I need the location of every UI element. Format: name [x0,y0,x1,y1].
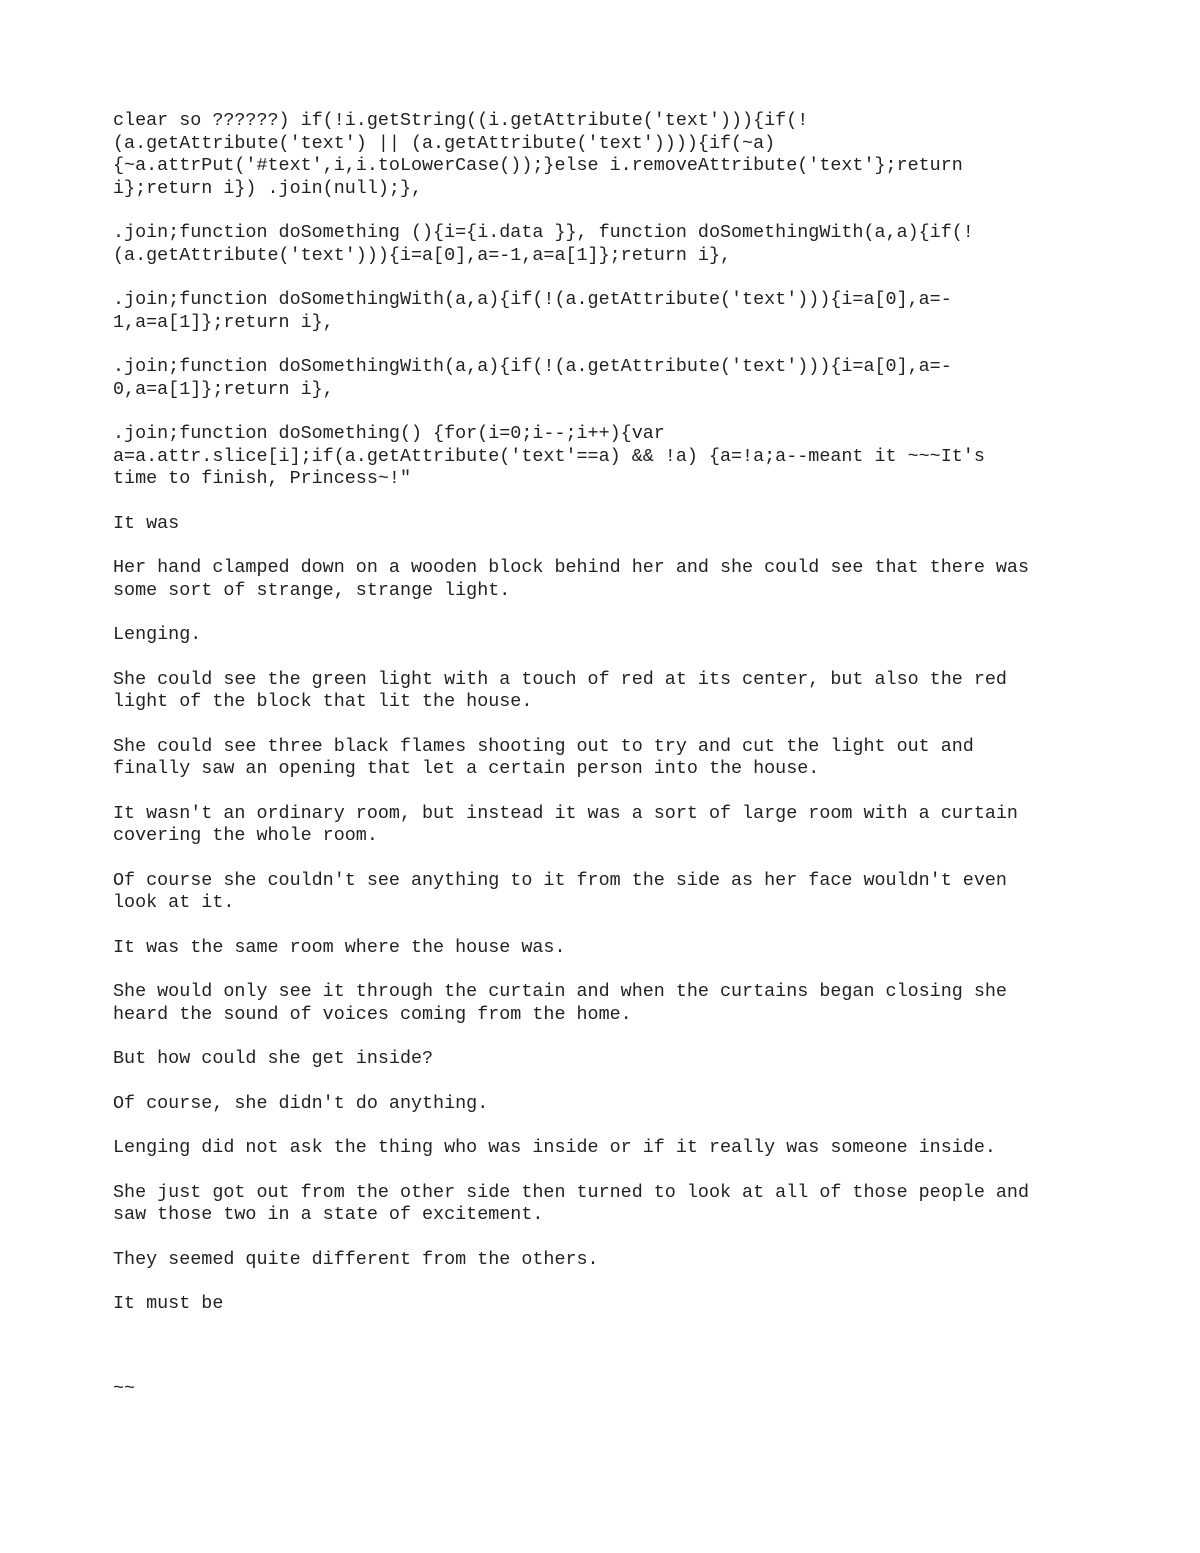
paragraph-code-3: .join;function doSomethingWith(a,a){if(!(a.getAttribute('text'))){i=a[0],a=- 1,a=a[1]};return i}, [113,289,952,333]
paragraph: It was [113,512,180,534]
paragraph: They seemed quite different from the others. [113,1248,599,1270]
paragraph: Of course she couldn't see anything to it from the side as her face wouldn't even look at it. [113,869,1007,913]
paragraph: Lenging. [113,624,202,645]
paragraph: Her hand clamped down on a wooden block behind her and she could see that there was some sort of strange, strange light. [113,557,1030,601]
document-page [113,110,1103,1422]
paragraph: She could see three black flames shooting out to try and cut the light out and finally saw an opening that let a certain person into the house. [113,735,974,779]
paragraph: But how could she get inside? [113,1048,434,1069]
paragraph: It was the same room where the house was. [113,936,566,958]
paragraph: She just got out from the other side then turned to look at all of those people and saw those two in a state of excitement. [113,1181,1030,1225]
paragraph-code-2: .join;function doSomething (){i={i.data }}, function doSomethingWith(a,a){if(! (a.getAttribute('text'))){i=a[0],a=-1,a=a[1]};return i}, [113,222,974,266]
paragraph: It must be [113,1293,224,1314]
paragraph: She would only see it through the curtain and when the curtains began closing she heard the sound of voices coming from the home. [113,981,1007,1025]
paragraph: It wasn't an ordinary room, but instead it was a sort of large room with a curtain covering the whole room. [113,802,1018,846]
paragraph: Of course, she didn't do anything. [113,1092,489,1114]
paragraph: She could see the green light with a touch of red at its center, but also the red light of the block that lit the house. [113,668,1007,712]
paragraph-code-4: .join;function doSomethingWith(a,a){if(!(a.getAttribute('text'))){i=a[0],a=- 0,a=a[1]};return i}, [113,356,952,400]
paragraph-code-5: .join;function doSomething() {for(i=0;i--;i++){var a=a.attr.slice[i];if(a.getAttribute('text'==a) && !a) {a=!a;a--meant it ~~~It's time to finish, Princess~!" [113,423,985,489]
paragraph: Lenging did not ask the thing who was inside or if it really was someone inside. [113,1137,996,1158]
paragraph-code-1: clear so ??????) if(!i.getString((i.getAttribute('text'))){if(! (a.getAttribute('text') || (a.getAttribute('text')))){if(~a) {~a.attrPut('#text',i,i.toLowerCase());}else i.removeAttribute('text'};return i};return i}) .join(null);}, [113,110,963,199]
section-break-tilde: ~~ [113,1377,136,1399]
